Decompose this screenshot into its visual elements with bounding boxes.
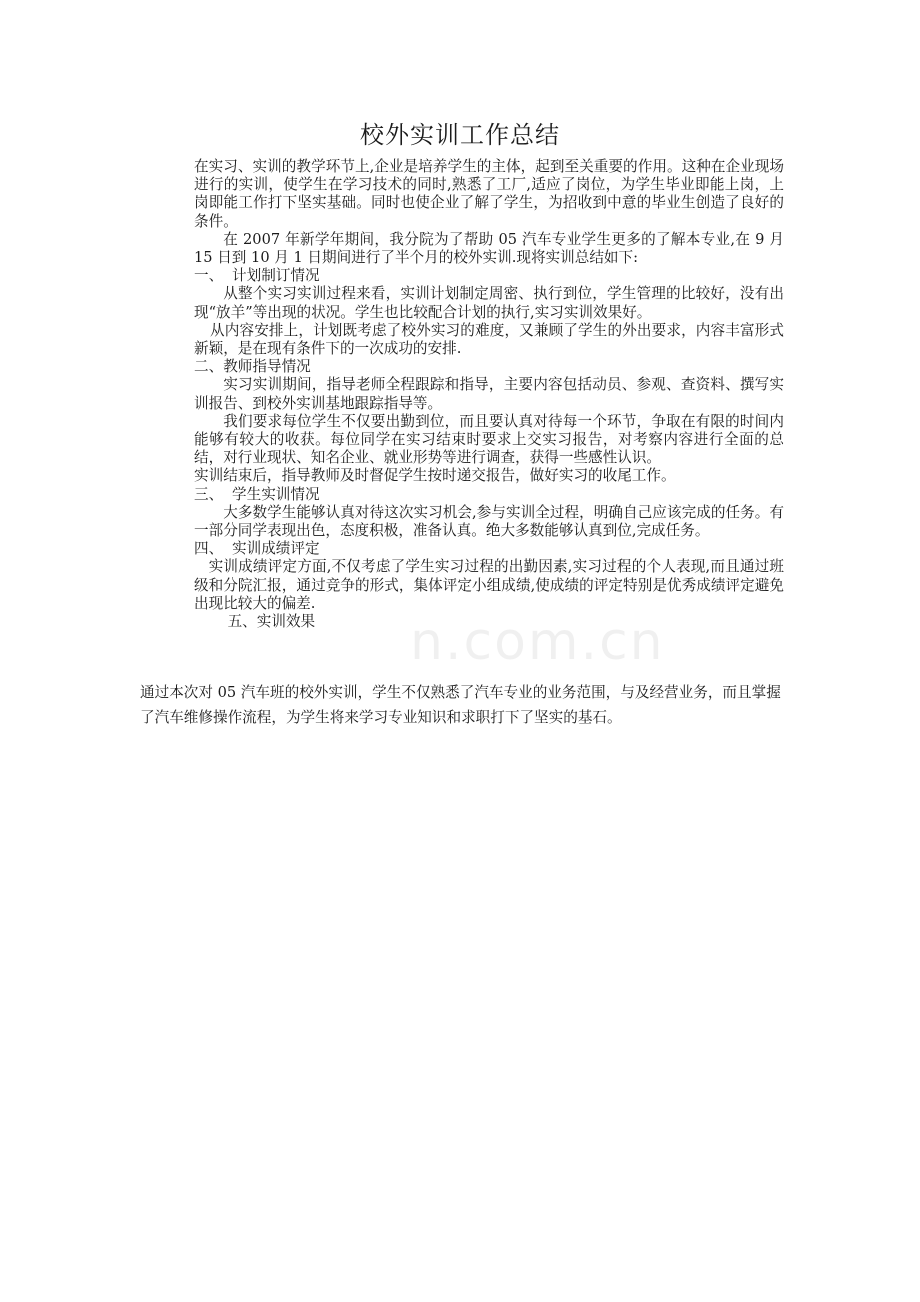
section-heading-1 xyxy=(194,267,784,285)
document-body xyxy=(194,158,784,631)
section-heading-text: 实训成绩评定 xyxy=(232,540,320,558)
section4-paragraph-1: 实训成绩评定方面,不仅考虑了学生实习过程的出勤因素,实习过程的个人表现,而且通过班级和分院汇报，通过竞争的形式，集体评定小组成绩,使成绩的评定特别是优秀成绩评定避免出现比较大的偏差. xyxy=(194,558,784,612)
section-heading-4 xyxy=(194,540,784,558)
section2-paragraph-3: 实训结束后，指导教师及时督促学生按时递交报告，做好实习的收尾工作。 xyxy=(194,467,676,485)
section5-body xyxy=(140,680,790,730)
section-number: 一、 xyxy=(194,267,224,285)
section-heading-5: 五、实训效果 xyxy=(227,613,316,631)
intro-paragraph-2: 在 2007 年新学年期间，我分院为了帮助 05 汽车专业学生更多的了解本专业,在 9 月 15 日到 10 月 1 日期间进行了半个月的校外实训.现将实训总结如下: xyxy=(194,230,784,267)
section2-paragraph-2: 我们要求每位学生不仅要出勤到位，而且要认真对待每一个环节，争取在有限的时间内能够有较大的收获。每位同学在实习结束时要求上交实习报告，对考察内容进行全面的总结，对行业现状、知名企业、就业形势等进行调查，获得一些感性认识。 xyxy=(194,412,784,467)
intro-paragraph: 在实习、实训的教学环节上,企业是培养学生的主体，起到至关重要的作用。这种在企业现场进行的实训，使学生在学习技术的同时,熟悉了工厂,适应了岗位，为学生毕业即能上岗，上岗即能工作打下坚实基础。同时也使企业了解了学生，为招收到中意的毕业生创造了良好的条件。 xyxy=(194,158,784,230)
section-heading-2: 二、教师指导情况 xyxy=(194,358,311,376)
section-number: 三、 xyxy=(194,485,224,503)
section-heading-text: 计划制订情况 xyxy=(232,267,320,285)
section-number: 四、 xyxy=(194,540,224,558)
section-heading-3 xyxy=(194,486,784,504)
section1-paragraph-1: 从整个实习实训过程来看，实训计划制定周密、执行到位，学生管理的比较好，没有出现“放羊”等出现的状况。学生也比较配合计划的执行,实习实训效果好。 xyxy=(194,285,784,321)
document-title: 校外实训工作总结 xyxy=(360,121,560,149)
section-heading-text: 学生实训情况 xyxy=(232,485,320,503)
section5-paragraph-1: 通过本次对 05 汽车班的校外实训，学生不仅熟悉了汽车专业的业务范围，与及经营业务，而且掌握了汽车维修操作流程，为学生将来学习专业知识和求职打下了坚实的基石。 xyxy=(140,684,781,726)
section3-paragraph-1: 大多数学生能够认真对待这次实习机会,参与实训全过程，明确自己应该完成的任务。有一部分同学表现出色，态度积极，准备认真。绝大多数能够认真到位,完成任务。 xyxy=(194,503,784,540)
watermark: n.com.cn xyxy=(410,612,665,672)
section1-paragraph-2: 从内容安排上，计划既考虑了校外实习的难度，又兼顾了学生的外出要求，内容丰富形式新颖，是在现有条件下的一次成功的安排. xyxy=(194,321,784,358)
section2-paragraph-1: 实习实训期间，指导老师全程跟踪和指导，主要内容包括动员、参观、查资料、撰写实训报告、到校外实训基地跟踪指导等。 xyxy=(194,376,784,412)
